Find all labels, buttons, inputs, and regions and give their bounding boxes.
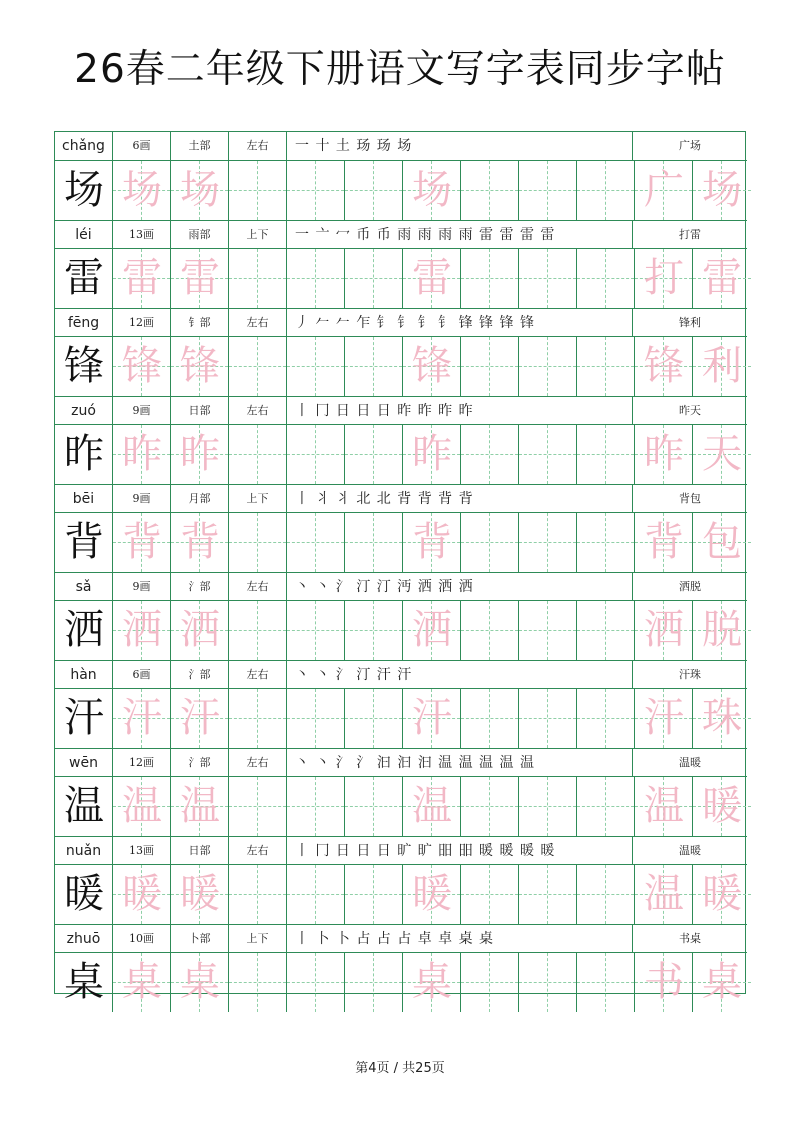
practice-cell[interactable] [171,601,229,660]
model-char-cell [55,337,113,396]
practice-cell[interactable] [519,953,577,1012]
entry-info-row [55,924,747,953]
structure-label: 上下 [229,485,287,513]
stroke-count: 12画 [113,309,171,337]
practice-cell[interactable] [171,953,229,1012]
practice-cell[interactable] [287,777,345,836]
stroke-order: 丶 丶 氵 汀 汀 沔 洒 洒 洒 [287,573,633,601]
model-char: 背 [64,519,104,565]
stroke-order: 丿 𠂉 𠂉 乍 钅 钅 钅 钅 锋 锋 锋 锋 [287,309,633,337]
stroke-count: 10画 [113,925,171,953]
word-trace-char: 包 [702,519,742,565]
practice-cell[interactable] [519,425,577,484]
practice-cell[interactable] [113,865,171,924]
practice-cell[interactable] [113,953,171,1012]
practice-cell[interactable] [635,249,693,308]
practice-grid-row [55,513,747,572]
practice-cell[interactable] [577,425,635,484]
trace-char: 桌 [180,959,220,1005]
model-char: 洒 [64,607,104,653]
structure-label: 左右 [229,661,287,689]
trace-char: 雷 [412,255,452,301]
pinyin-label: wēn [55,749,113,777]
word-label: 洒脱 [679,580,701,593]
practice-cell[interactable] [577,689,635,748]
trace-char: 场 [122,167,162,213]
practice-cell[interactable] [171,161,229,220]
pinyin-label: sǎ [55,573,113,601]
practice-grid-row [55,425,747,484]
practice-cell[interactable] [345,513,403,572]
practice-cell[interactable] [519,337,577,396]
model-char-cell [55,601,113,660]
model-char-cell [55,953,113,1012]
practice-cell[interactable] [113,689,171,748]
practice-cell[interactable] [171,689,229,748]
practice-cell[interactable] [287,337,345,396]
word-trace-char: 温 [644,871,684,917]
practice-grid-row [55,953,747,1012]
practice-cell[interactable] [577,777,635,836]
model-char-cell [55,249,113,308]
practice-cell[interactable] [461,337,519,396]
practice-cell[interactable] [635,689,693,748]
trace-char: 洒 [180,607,220,653]
trace-char: 锋 [180,343,220,389]
practice-cell[interactable] [229,337,287,396]
practice-cell[interactable] [345,865,403,924]
model-char: 汗 [64,695,104,741]
practice-cell[interactable] [577,337,635,396]
practice-cell[interactable] [577,953,635,1012]
trace-char: 洒 [412,607,452,653]
entry-info-row [55,308,747,337]
radical-label: 氵部 [171,661,229,689]
model-char-cell [55,425,113,484]
trace-char: 温 [122,783,162,829]
practice-cell[interactable] [229,425,287,484]
practice-grid-row [55,601,747,660]
practice-cell[interactable] [577,161,635,220]
trace-char: 汗 [412,695,452,741]
practice-cell[interactable] [519,777,577,836]
practice-cell[interactable] [345,953,403,1012]
practice-cell[interactable] [113,777,171,836]
practice-cell[interactable] [287,425,345,484]
radical-label: 日部 [171,837,229,865]
page-title: 26春二年级下册语文写字表同步字帖 [74,47,726,92]
word-label: 温暖 [679,756,701,769]
trace-char: 昨 [412,431,452,477]
practice-cell[interactable] [345,337,403,396]
word-trace-char: 洒 [644,607,684,653]
radical-label: 土部 [171,132,229,160]
practice-sheet [54,131,746,1005]
practice-cell[interactable] [635,425,693,484]
practice-cell[interactable] [461,777,519,836]
practice-cell[interactable] [345,425,403,484]
practice-cell[interactable] [635,337,693,396]
structure-label: 左右 [229,397,287,425]
practice-cell[interactable] [635,513,693,572]
practice-cell[interactable] [461,513,519,572]
practice-cell[interactable] [287,601,345,660]
structure-label: 左右 [229,132,287,160]
trace-char: 暖 [180,871,220,917]
trace-char: 温 [412,783,452,829]
practice-cell[interactable] [461,249,519,308]
practice-cell[interactable] [171,337,229,396]
word-label: 书桌 [679,932,701,945]
practice-cell[interactable] [693,513,751,572]
practice-cell[interactable] [635,601,693,660]
model-char: 温 [64,783,104,829]
stroke-order: 丶 丶 氵 氵 汩 汩 汩 温 温 温 温 温 [287,749,633,777]
word-trace-char: 天 [702,431,742,477]
practice-cell[interactable] [461,865,519,924]
radical-label: 氵部 [171,749,229,777]
practice-cell[interactable] [519,601,577,660]
word-trace-char: 昨 [644,431,684,477]
practice-grid-row [55,865,747,924]
practice-cell[interactable] [345,161,403,220]
word-trace-char: 书 [644,959,684,1005]
pinyin-label: zhuō [55,925,113,953]
model-char: 昨 [64,431,104,477]
page-footer: 第4页 / 共25页 [355,1061,445,1076]
trace-char: 锋 [412,343,452,389]
entry-info-row [55,396,747,425]
model-char: 场 [64,167,104,213]
pinyin-label: hàn [55,661,113,689]
practice-cell[interactable] [461,601,519,660]
stroke-order: 丶 丶 氵 汀 汗 汗 [287,661,633,689]
structure-label: 左右 [229,573,287,601]
practice-cell[interactable] [403,425,461,484]
structure-label: 左右 [229,749,287,777]
radical-label: 钅部 [171,309,229,337]
practice-cell[interactable] [577,249,635,308]
pinyin-label: nuǎn [55,837,113,865]
pinyin-label: fēng [55,309,113,337]
trace-char: 背 [412,519,452,565]
model-char: 暖 [64,871,104,917]
stroke-order: 丨 丬 丬 北 北 背 背 背 背 [287,485,633,513]
practice-cell[interactable] [519,513,577,572]
stroke-count: 6画 [113,132,171,160]
practice-cell[interactable] [635,865,693,924]
practice-cell[interactable] [345,777,403,836]
practice-cell[interactable] [345,249,403,308]
trace-char: 桌 [412,959,452,1005]
practice-cell[interactable] [693,953,751,1012]
practice-cell[interactable] [693,777,751,836]
trace-char: 背 [122,519,162,565]
stroke-count: 9画 [113,485,171,513]
pinyin-label: zuó [55,397,113,425]
practice-grid-row [55,689,747,748]
practice-cell[interactable] [461,689,519,748]
word-trace-char: 桌 [702,959,742,1005]
practice-cell[interactable] [635,953,693,1012]
word-trace-char: 汗 [644,695,684,741]
stroke-count: 12画 [113,749,171,777]
radical-label: 卜部 [171,925,229,953]
radical-label: 氵部 [171,573,229,601]
word-trace-char: 场 [702,167,742,213]
word-trace-char: 温 [644,783,684,829]
entry-info-row [55,132,747,161]
word-label: 锋利 [679,316,701,329]
practice-cell[interactable] [171,425,229,484]
model-char-cell [55,865,113,924]
practice-cell[interactable] [577,513,635,572]
practice-cell[interactable] [345,689,403,748]
trace-char: 暖 [412,871,452,917]
word-trace-char: 珠 [702,695,742,741]
stroke-order: 一 亠 冖 币 币 雨 雨 雨 雨 雷 雷 雷 雷 [287,221,633,249]
word-trace-char: 脱 [702,607,742,653]
stroke-order: 丨 冂 日 日 日 旷 旷 昍 昍 暖 暖 暖 暖 [287,837,633,865]
stroke-count: 13画 [113,221,171,249]
practice-cell[interactable] [171,777,229,836]
practice-cell[interactable] [519,865,577,924]
practice-cell[interactable] [693,161,751,220]
practice-cell[interactable] [287,689,345,748]
practice-cell[interactable] [635,777,693,836]
practice-cell[interactable] [403,953,461,1012]
model-char-cell [55,161,113,220]
practice-cell[interactable] [171,513,229,572]
practice-cell[interactable] [461,161,519,220]
trace-char: 背 [180,519,220,565]
word-trace-char: 广 [644,167,684,213]
practice-cell[interactable] [113,337,171,396]
practice-cell[interactable] [403,601,461,660]
trace-char: 场 [180,167,220,213]
trace-char: 桌 [122,959,162,1005]
practice-cell[interactable] [577,865,635,924]
structure-label: 上下 [229,925,287,953]
model-char: 雷 [64,255,104,301]
practice-cell[interactable] [287,513,345,572]
radical-label: 雨部 [171,221,229,249]
pinyin-label: bēi [55,485,113,513]
practice-cell[interactable] [229,601,287,660]
trace-char: 场 [412,167,452,213]
word-trace-char: 锋 [644,343,684,389]
practice-cell[interactable] [403,249,461,308]
structure-label: 上下 [229,221,287,249]
practice-cell[interactable] [693,425,751,484]
practice-cell[interactable] [171,249,229,308]
practice-cell[interactable] [229,249,287,308]
entry-info-row [55,572,747,601]
practice-grid-row [55,777,747,836]
word-label: 打雷 [679,228,701,241]
practice-cell[interactable] [229,689,287,748]
model-char-cell [55,689,113,748]
practice-cell[interactable] [693,601,751,660]
practice-cell[interactable] [171,865,229,924]
word-trace-char: 利 [702,343,742,389]
word-trace-char: 暖 [702,783,742,829]
practice-cell[interactable] [229,777,287,836]
practice-cell[interactable] [287,161,345,220]
trace-char: 雷 [180,255,220,301]
stroke-count: 13画 [113,837,171,865]
practice-cell[interactable] [403,161,461,220]
practice-cell[interactable] [113,513,171,572]
practice-cell[interactable] [113,601,171,660]
word-trace-char: 背 [644,519,684,565]
trace-char: 温 [180,783,220,829]
practice-cell[interactable] [403,777,461,836]
trace-char: 汗 [180,695,220,741]
trace-char: 锋 [122,343,162,389]
practice-cell[interactable] [113,249,171,308]
entry-info-row [55,660,747,689]
model-char-cell [55,777,113,836]
practice-cell[interactable] [693,865,751,924]
model-char: 锋 [64,343,104,389]
word-trace-char: 雷 [702,255,742,301]
trace-char: 昨 [180,431,220,477]
practice-cell[interactable] [461,953,519,1012]
practice-grid-row [55,337,747,396]
practice-cell[interactable] [403,337,461,396]
practice-cell[interactable] [635,161,693,220]
practice-cell[interactable] [693,337,751,396]
trace-char: 洒 [122,607,162,653]
practice-cell[interactable] [519,161,577,220]
pinyin-label: chǎng [55,132,113,160]
word-trace-char: 打 [644,255,684,301]
practice-cell[interactable] [577,601,635,660]
practice-cell[interactable] [229,953,287,1012]
practice-cell[interactable] [287,865,345,924]
radical-label: 日部 [171,397,229,425]
structure-label: 左右 [229,837,287,865]
practice-cell[interactable] [229,161,287,220]
entry-info-row [55,220,747,249]
trace-char: 汗 [122,695,162,741]
practice-grid-row [55,249,747,308]
practice-cell[interactable] [287,249,345,308]
practice-cell[interactable] [345,601,403,660]
word-label: 汗珠 [679,668,701,681]
trace-char: 雷 [122,255,162,301]
practice-cell[interactable] [113,425,171,484]
trace-char: 暖 [122,871,162,917]
practice-cell[interactable] [461,425,519,484]
practice-cell[interactable] [519,689,577,748]
structure-label: 左右 [229,309,287,337]
trace-char: 昨 [122,431,162,477]
practice-cell[interactable] [693,689,751,748]
practice-cell[interactable] [519,249,577,308]
stroke-count: 9画 [113,397,171,425]
entry-info-row [55,836,747,865]
practice-cell[interactable] [403,865,461,924]
entry-info-row [55,748,747,777]
entry-info-row [55,484,747,513]
pinyin-label: léi [55,221,113,249]
practice-cell[interactable] [113,161,171,220]
word-trace-char: 暖 [702,871,742,917]
practice-cell[interactable] [403,689,461,748]
practice-cell[interactable] [403,513,461,572]
practice-cell[interactable] [287,953,345,1012]
word-label: 昨天 [679,404,701,417]
practice-grid-row [55,161,747,220]
stroke-order: 丨 冂 日 日 日 昨 昨 昨 昨 [287,397,633,425]
word-label: 背包 [679,492,701,505]
practice-cell[interactable] [693,249,751,308]
stroke-order: 一 十 土 玚 玚 场 [287,132,633,160]
stroke-count: 6画 [113,661,171,689]
practice-cell[interactable] [229,865,287,924]
model-char: 桌 [64,959,104,1005]
model-char-cell [55,513,113,572]
practice-cell[interactable] [229,513,287,572]
word-label: 温暖 [679,844,701,857]
stroke-order: 丨 卜 卜 占 占 占 卓 卓 桌 桌 [287,925,633,953]
stroke-count: 9画 [113,573,171,601]
word-label: 广场 [679,139,701,152]
radical-label: 月部 [171,485,229,513]
